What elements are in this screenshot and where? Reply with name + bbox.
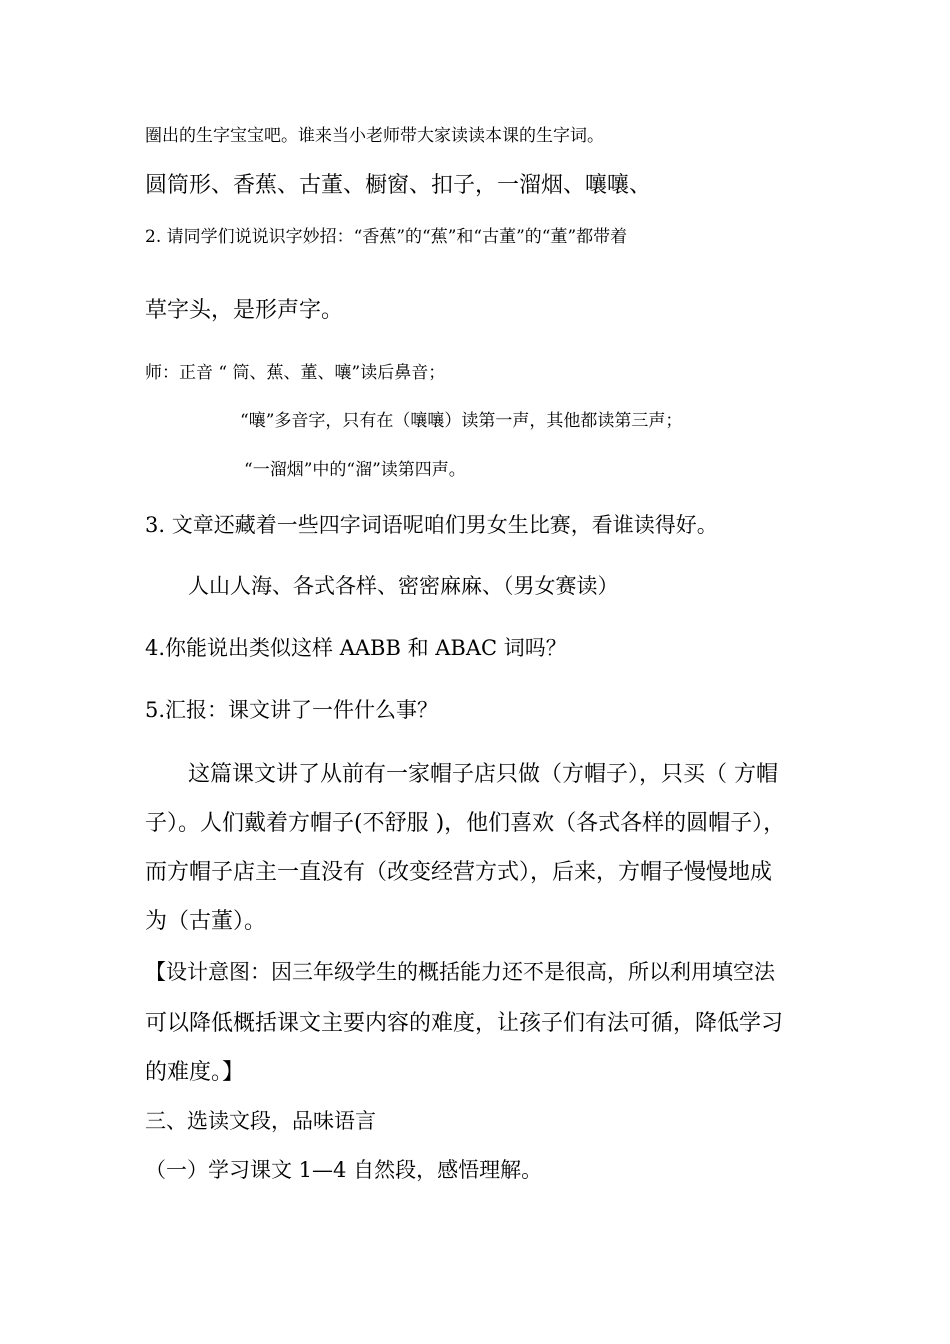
section-heading: 三、选读文段，品味语言 <box>145 1109 376 1133</box>
summary-paragraph-line: 为（古董）。 <box>145 909 267 934</box>
summary-paragraph-line: 子）。人们戴着方帽子(不舒服 )，他们喜欢（各式各样的圆帽子）， <box>145 811 786 836</box>
vocabulary-line: 圆筒形、香蕉、古董、橱窗、扣子，一溜烟、嚷嚷、 <box>145 173 652 198</box>
teacher-note-line: 师：正音 “ 筒、蕉、董、嚷”读后鼻音； <box>145 363 446 383</box>
question-4-line: 4.你能说出类似这样 AABB 和 ABAC 词吗？ <box>145 636 567 660</box>
subsection-heading: （一）学习课文 1—4 自然段，感悟理解。 <box>145 1158 543 1182</box>
question-5-line: 5.汇报：课文讲了一件什么事？ <box>145 698 439 722</box>
teacher-note-line: “嚷”多音字，只有在（嚷嚷）读第一声，其他都读第三声； <box>240 411 683 431</box>
design-intent-line: 的难度。】 <box>145 1060 245 1085</box>
summary-paragraph-line: 这篇课文讲了从前有一家帽子店只做（方帽子），只买（ 方帽 <box>188 762 778 787</box>
design-intent-line: 可以降低概括课文主要内容的难度，让孩子们有法可循，降低学习 <box>145 1011 784 1036</box>
question-2-line: 2. 请同学们说说识字妙招：“香蕉”的“蕉”和“古董”的“董”都带着 <box>145 227 628 247</box>
four-character-words-line: 人山人海、各式各样、密密麻麻、（男女赛读） <box>188 574 619 598</box>
teacher-note-line: “一溜烟”中的“溜”读第四声。 <box>244 460 466 480</box>
text-line: 草字头，是形声字。 <box>145 298 344 323</box>
summary-paragraph-line: 而方帽子店主一直没有（改变经营方式），后来，方帽子慢慢地成 <box>145 860 773 885</box>
design-intent-line: 【设计意图：因三年级学生的概括能力还不是很高，所以利用填空法 <box>145 960 775 984</box>
question-3-line: 3. 文章还藏着一些四字词语呢咱们男女生比赛，看谁读得好。 <box>145 513 718 537</box>
text-line: 圈出的生字宝宝吧。谁来当小老师带大家读读本课的生字词。 <box>145 126 604 146</box>
